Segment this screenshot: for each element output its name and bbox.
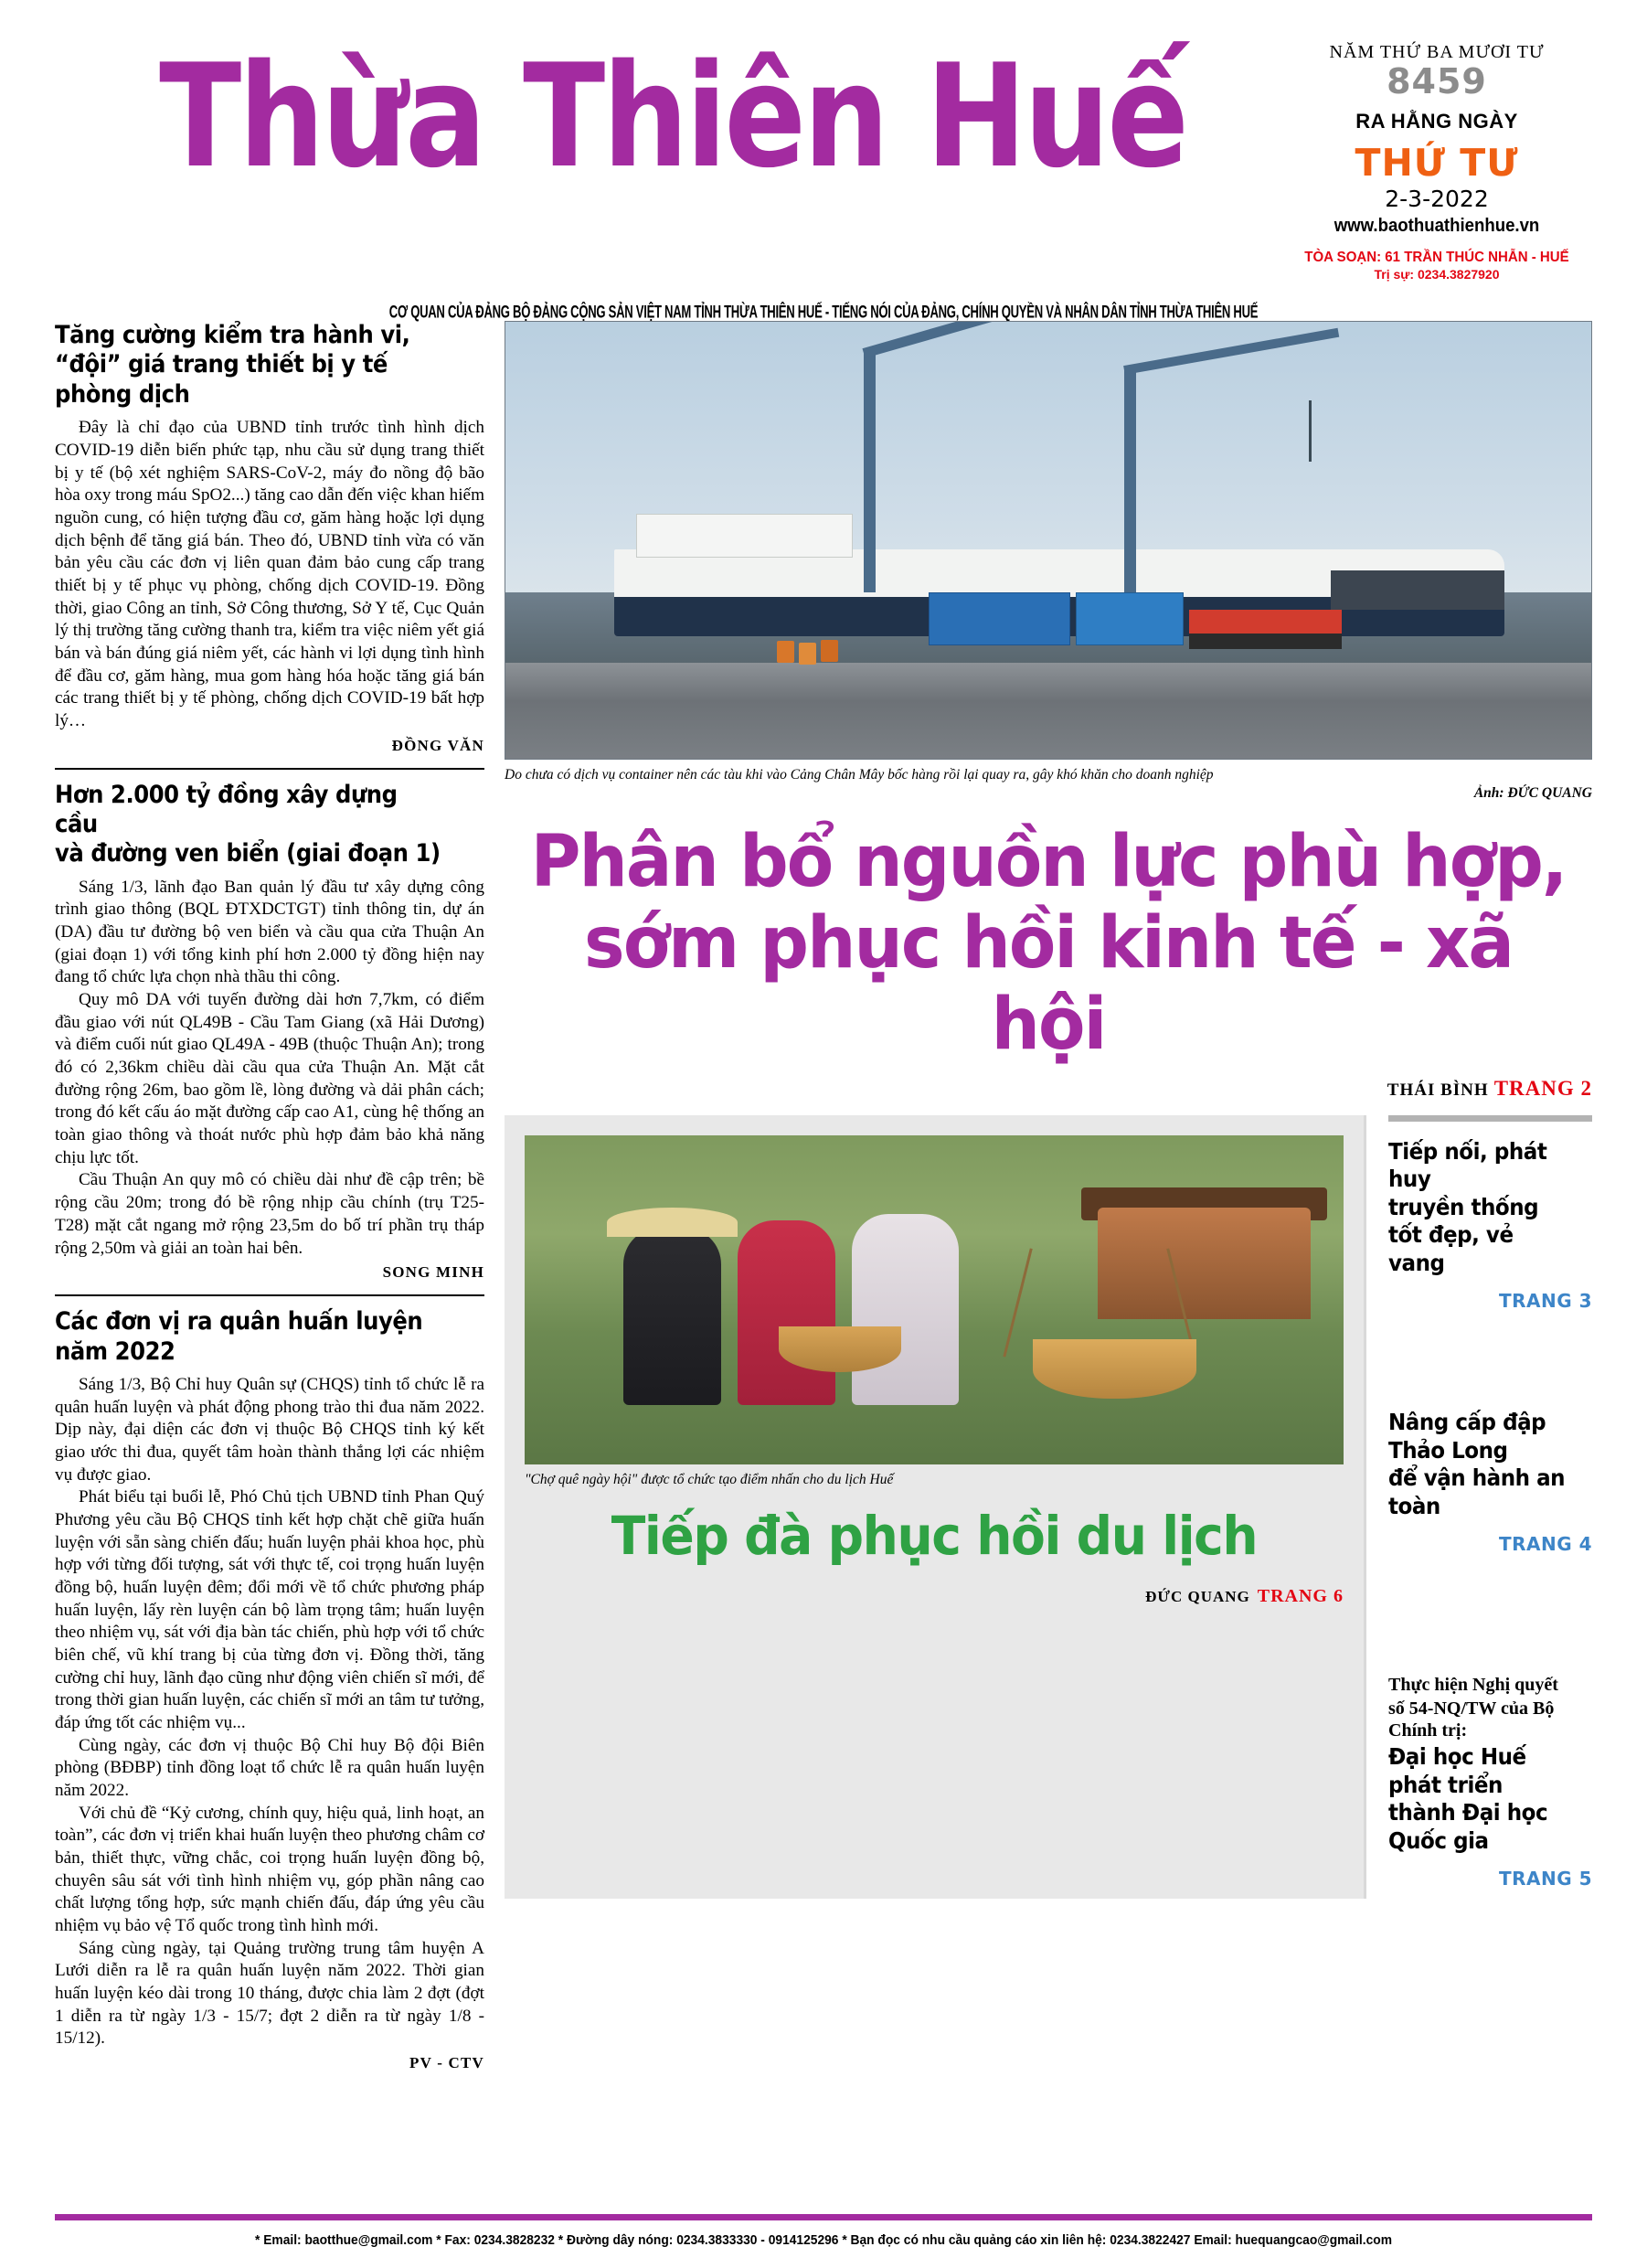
- article-cau-duong-ven-bien[interactable]: [55, 781, 484, 1283]
- tourism-page-ref[interactable]: TRANG 6: [1257, 1585, 1344, 1606]
- lead-headline-line1: Phân bổ nguồn lực phù hợp,: [530, 821, 1567, 904]
- article1-body: Đây là chỉ đạo của UBND tỉnh trước tình hình dịch COVID-19 diễn biến phức tạp, nhu cầu sử dụng trang thiết bị y tế (bộ xét nghiệm SARS-CoV-2, máy đo nồng độ bão hòa oxy trong máu SpO2...) tăng cao dẫn đến việc khan hiếm nguồn cung, có hiện tượng đầu cơ, găm hàng hoặc lợi dụng dịch bệnh để tăng giá bán. Theo đó, UBND tỉnh vừa có văn bản yêu cầu các đơn vị liên quan đảm bảo cung cấp trang thiết bị y tế phục vụ phòng, chống dịch COVID-19. Đồng thời, giao Công an tỉnh, Sở Công thương, Sở Y tế, Cục Quản lý thị trường tăng cường thanh tra, kiểm tra việc niêm yết giá bán và bán đúng giá niêm yết, các hành vi lợi dụng tình hình để đầu cơ, găm hàng, mua gom hàng hóa hoặc tăng giá bán các trang thiết bị y tế phòng, chống dịch COVID-19 bất hợp lý…: [55, 418, 484, 730]
- article2-headline-line1: Hơn 2.000 tỷ đồng xây dựng cầu: [55, 780, 398, 838]
- office-address: TÒA SOẠN: 61 TRẦN THÚC NHẪN - HUẾ: [1304, 249, 1569, 265]
- woman-in-red-aodai: [738, 1220, 836, 1405]
- photo-dock: [505, 663, 1591, 759]
- sidebar-spacer: [1388, 1564, 1592, 1674]
- shipping-container: [929, 592, 1069, 644]
- sidebar-item-truyen-thong[interactable]: [1388, 1138, 1592, 1313]
- woman-in-white-aodai: [852, 1214, 958, 1405]
- article2-headline-line2: và đường ven biển (giai đoạn 1): [55, 839, 441, 868]
- issue-number: 8459: [1387, 61, 1487, 101]
- festival-photo-caption: "Chợ quê ngày hội" được tổ chức tạo điểm nhấn cho du lịch Huế: [525, 1471, 894, 1487]
- article-ra-quan-huan-luyen[interactable]: [55, 1307, 484, 2072]
- article3-headline-line2: năm 2022: [55, 1336, 175, 1366]
- port-crane-icon: [1124, 366, 1136, 593]
- conical-hat-icon: [607, 1208, 738, 1237]
- dock-workers: [777, 641, 794, 663]
- lead-headline-line2: sớm phục hồi kinh tế - xã hội: [583, 902, 1514, 1066]
- sidebar-item-2-kicker-line1: Thực hiện Nghị quyết: [1388, 1675, 1558, 1696]
- masthead-tagline: CƠ QUAN CỦA ĐẢNG BỘ ĐẢNG CỘNG SẢN VIỆT NAM TỈNH THỪA THIÊN HUẾ - TIẾNG NÓI CỦA ĐẢNG, CHÍNH QUYỀN VÀ NHÂN DÂN TỈNH THỪA THIÊN HUẾ: [388, 302, 1259, 322]
- sidebar-item-1-page-ref[interactable]: TRANG 4: [1498, 1533, 1592, 1556]
- sidebar-item-1-line2: để vận hành an toàn: [1388, 1464, 1566, 1519]
- crane-hook-icon: [1309, 400, 1312, 462]
- masthead-left: [55, 26, 1281, 200]
- lead-headline[interactable]: [526, 822, 1570, 1066]
- article-tang-cuong-kiem-tra[interactable]: [55, 321, 484, 755]
- year-line: NĂM THỨ BA MƯƠI TƯ: [1329, 42, 1545, 62]
- footer-contact-line: * Email: baotthue@gmail.com * Fax: 0234.3828232 * Đường dây nóng: 0234.3833330 - 0914125296 * Bạn đọc có nhu cầu quảng cáo xin liên hệ: 0234.3822427 Email: huequangcao@gmail.com: [255, 2232, 1392, 2248]
- sidebar-item-dai-hoc-hue[interactable]: [1388, 1674, 1592, 1890]
- left-column: [55, 321, 505, 2078]
- masthead: [55, 26, 1592, 282]
- footer-rule: [55, 2214, 1592, 2220]
- ship-superstructure: [636, 514, 854, 558]
- village-house: [1098, 1208, 1311, 1319]
- sidebar-divider: [1388, 1115, 1592, 1122]
- sidebar-spacer: [1388, 1321, 1592, 1409]
- tourism-byline: ĐỨC QUANG: [1145, 1587, 1250, 1605]
- article2-para-2: Cầu Thuận An quy mô có chiều dài như đề cập trên; bề rộng cầu 20m; trong đó bề rộng nhịp cầu chính (trụ T25-T28) mặt cắt ngang mở rộng 23,5m do bố trí phần trụ tháp rộng 2,50m và giải an toàn hai bên.: [55, 1170, 484, 1258]
- main-column: [505, 321, 1592, 2078]
- sidebar-item-0-line1: Tiếp nối, phát huy: [1388, 1137, 1547, 1193]
- page-title: Thừa Thiên Huế: [159, 34, 1186, 200]
- article3-byline: PV - CTV: [409, 2054, 484, 2072]
- festival-photo: [525, 1135, 1344, 1464]
- content-grid: [55, 321, 1592, 2078]
- sidebar-item-1-line1: Nâng cấp đập Thảo Long: [1388, 1409, 1546, 1464]
- tourism-feature[interactable]: [505, 1115, 1364, 1900]
- port-photo-credit: Ảnh: ĐỨC QUANG: [1473, 785, 1592, 802]
- tourism-headline: Tiếp đà phục hồi du lịch: [611, 1505, 1258, 1567]
- sidebar-item-2-kicker-line2: số 54-NQ/TW của Bộ Chính trị:: [1388, 1698, 1555, 1741]
- article3-para-3: Với chủ đề “Kỷ cương, chính quy, hiệu quả, linh hoạt, an toàn”, các đơn vị triển khai huấn luyện theo phương châm cơ bản, thiết thực, vững chắc, coi trọng huấn luyện đồng bộ, chuyên sâu sát với tình hình nhiệm vụ, góp phần nâng cao chất lượng tổng hợp, sức mạnh chiến đấu, đáp ứng yêu cầu nhiệm vụ bảo vệ Tổ quốc trong tình hình mới.: [55, 1803, 484, 1936]
- weekday-label: THỨ TƯ: [1355, 140, 1519, 185]
- sidebar-item-0-line2: truyền thống: [1388, 1193, 1539, 1220]
- port-crane-icon: [864, 348, 876, 593]
- port-photo-caption: Do chưa có dịch vụ container nên các tàu khi vào Cảng Chân Mây bốc hàng rồi lại quay ra, gây khó khăn cho doanh nghiệp: [505, 767, 1214, 783]
- article3-headline-line1: Các đơn vị ra quân huấn luyện: [55, 1307, 423, 1336]
- sidebar-item-dap-thao-long[interactable]: [1388, 1409, 1592, 1555]
- article3-para-1: Phát biểu tại buổi lễ, Phó Chủ tịch UBND tỉnh Phan Quý Phương yêu cầu Bộ CHQS tỉnh kết hợp chặt chẽ giữa huấn luyện với sẵn sàng chiến đấu; huấn luyện phải khoa học, phù hợp với từng đối tượng, sát với thực tế, coi trọng huấn luyện đồng bộ, huấn luyện đêm; đổi mới về tổ chức phương pháp huấn luyện, lấy rèn luyện cán bộ làm trọng tâm; huấn luyện theo nhiệm vụ, sát với địa bàn tác chiến, phù hợp với tổ chức biên chế, vũ khí trang bị của từng đơn vị. Đồng thời, tăng cường chỉ huy, lãnh đạo cũng như động viên chiến sĩ mới, để trong thời gian huấn luyện, các chiến sĩ mới an tâm tư tưởng, đáp ứng tốt các nhiệm vụ...: [55, 1487, 484, 1733]
- article1-headline-line1: Tăng cường kiểm tra hành vi,: [55, 321, 410, 349]
- lead-byline-row: [505, 1077, 1592, 1101]
- divider: [55, 768, 484, 770]
- article1-headline-line2: “đội” giá trang thiết bị y tế phòng dịch: [55, 350, 388, 409]
- divider: [55, 1294, 484, 1296]
- article2-byline: SONG MINH: [382, 1263, 484, 1282]
- office-phone: Trị sự: 0234.3827920: [1374, 266, 1500, 282]
- publication-date: 2-3-2022: [1385, 185, 1489, 212]
- article3-para-4: Sáng cùng ngày, tại Quảng trường trung tâm huyện A Lưới diễn ra lễ ra quân huấn luyện năm 2022. Thời gian huấn luyện kéo dài trong 10 tháng, được chia làm 2 đợt (đợt 1 diễn ra từ ngày 1/3 - 15/7; đợt 2 diễn ra từ ngày 1/8 - 15/12).: [55, 1938, 484, 2049]
- article3-para-0: Sáng 1/3, Bộ Chỉ huy Quân sự (CHQS) tỉnh tổ chức lễ ra quân huấn luyện và phát động phong trào thi đua năm 2022. Dịp này, đại diện các đơn vị thuộc Bộ CHQS tỉnh ký kết giao ước thi đua, quyết tâm hoàn thành thắng lợi các nhiệm vụ được giao.: [55, 1374, 484, 1485]
- article2-para-1: Quy mô DA với tuyến đường dài hơn 7,7km, có điểm đầu giao với nút QL49B - Cầu Tam Giang (xã Hải Dương) và điểm cuối nút giao QL49A - 49B (thuộc Thuận An); trong đó có 2,36km chiều dài cầu qua cửa Thuận An. Mặt cắt đường rộng 26m, bao gồm lề, lòng đường và dải phân cách; trong đó kết cấu áo mặt đường cấp cao A1, cùng hệ thống an toàn giao thông và thoát nước phù hợp đảm bảo khả năng chịu lực tốt.: [55, 990, 484, 1167]
- bamboo-basket-icon: [1033, 1339, 1196, 1399]
- tourism-byline-row: [525, 1586, 1344, 1607]
- lead-page-ref[interactable]: TRANG 2: [1493, 1076, 1592, 1100]
- lower-section: [505, 1115, 1592, 1900]
- shipping-container: [1076, 592, 1185, 644]
- port-photo: [505, 321, 1592, 760]
- lead-byline: THÁI BÌNH: [1387, 1080, 1489, 1100]
- bamboo-basket-icon: [779, 1326, 901, 1372]
- sidebar: [1364, 1115, 1592, 1900]
- sidebar-item-0-page-ref[interactable]: TRANG 3: [1498, 1290, 1592, 1313]
- page-footer: [55, 2214, 1592, 2248]
- sidebar-item-2-line2: thành Đại học Quốc gia: [1388, 1799, 1548, 1854]
- woman-in-black-aodai: [623, 1228, 722, 1405]
- masthead-info-block: [1281, 26, 1592, 282]
- frequency-label: RA HẰNG NGÀY: [1355, 109, 1518, 133]
- sidebar-item-2-line1: Đại học Huế phát triển: [1388, 1743, 1526, 1798]
- article1-byline: ĐỒNG VĂN: [391, 736, 484, 754]
- website-url[interactable]: www.baothuathienhue.vn: [1334, 215, 1540, 236]
- article2-para-0: Sáng 1/3, lãnh đạo Ban quản lý đầu tư xây dựng công trình giao thông (BQL ĐTXDCTGT) tỉnh thông tin, dự án (DA) đầu tư đường bộ ven biển và cầu qua cửa Thuận An (giai đoạn 1) với tổng kinh phí hơn 2.000 tỷ đồng hiện nay đang tổ chức lựa chọn nhà thầu thi công.: [55, 877, 484, 987]
- sidebar-item-2-page-ref[interactable]: TRANG 5: [1498, 1868, 1592, 1890]
- sidebar-item-0-line3: tốt đẹp, vẻ vang: [1388, 1221, 1514, 1276]
- cargo-load: [1331, 570, 1504, 610]
- cargo-truck: [1189, 610, 1341, 649]
- article3-para-2: Cùng ngày, các đơn vị thuộc Bộ Chỉ huy Bộ đội Biên phòng (BĐBP) tỉnh đồng loạt tổ chức lễ ra quân huấn luyện năm 2022.: [55, 1735, 484, 1801]
